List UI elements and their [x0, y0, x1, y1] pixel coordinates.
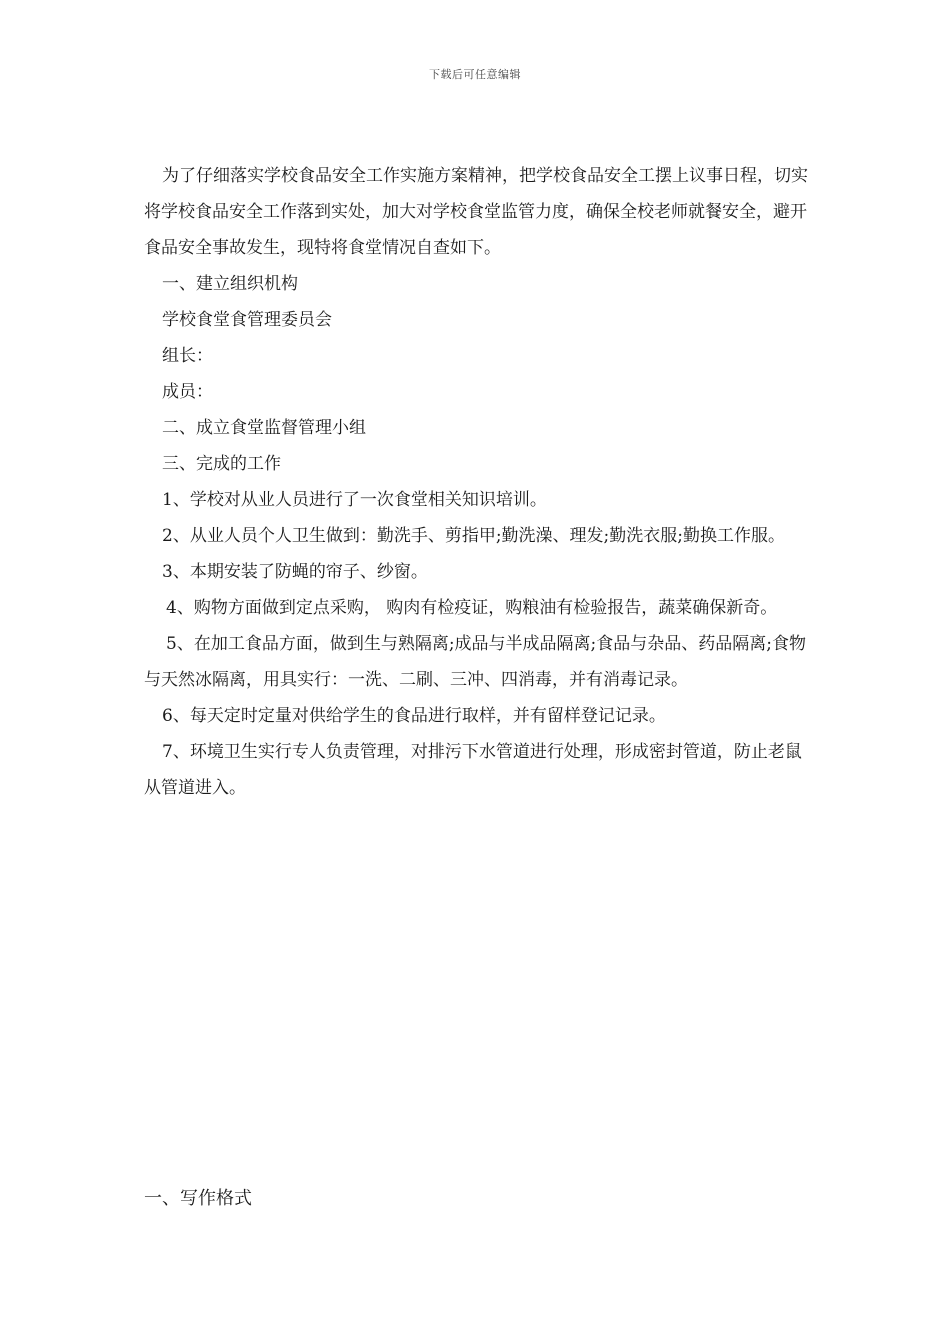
section-heading-1: 一、建立组织机构 [162, 274, 298, 294]
work-item-2: 2、从业人员个人卫生做到：勤洗手、剪指甲;勤洗澡、理发;勤洗衣服;勤换工作服。 [162, 526, 785, 546]
document-body [144, 158, 808, 806]
intro-paragraph: 为了仔细落实学校食品安全工作实施方案精神，把学校食品安全工摆上议事日程，切实将学校食品安全工作落到实处，加大对学校食堂监管力度，确保全校老师就餐安全，避开食品安全事故发生，现特将食堂情况自查如下。 [144, 166, 808, 258]
page-header-note: 下载后可任意编辑 [429, 68, 521, 81]
work-item-1: 1、学校对从业人员进行了一次食堂相关知识培训。 [162, 490, 547, 510]
committee-line: 学校食堂食管理委员会 [162, 310, 332, 330]
work-item-6: 6、每天定时定量对供给学生的食品进行取样，并有留样登记记录。 [162, 706, 666, 726]
work-item-3: 3、本期安装了防蝇的帘子、纱窗。 [162, 562, 428, 582]
section-heading-2: 二、成立食堂监督管理小组 [162, 418, 366, 438]
members-line: 成员： [162, 382, 213, 402]
work-item-4: 4、购物方面做到定点采购， 购肉有检疫证，购粮油有检验报告，蔬菜确保新奇。 [166, 598, 778, 618]
section-heading-3: 三、完成的工作 [162, 454, 281, 474]
work-item-5: 5、在加工食品方面，做到生与熟隔离;成品与半成品隔离;食品与杂品、药品隔离;食物与天然冰隔离，用具实行：一洗、二刷、三冲、四消毒，并有消毒记录。 [144, 634, 806, 690]
leader-line: 组长： [162, 346, 213, 366]
work-item-7: 7、环境卫生实行专人负责管理，对排污下水管道进行处理，形成密封管道，防止老鼠从管道进入。 [144, 742, 802, 798]
writing-format-heading: 一、写作格式 [144, 1188, 252, 1209]
